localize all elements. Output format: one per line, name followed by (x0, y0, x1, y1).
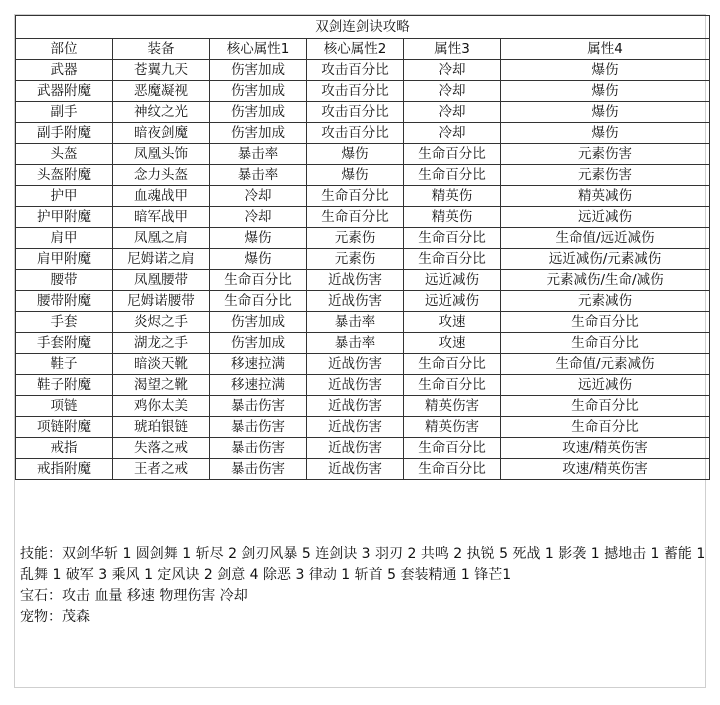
table-row (16, 333, 710, 354)
table-cell: 爆伤 (501, 123, 710, 144)
table-cell: 伤害加成 (210, 102, 307, 123)
table-cell: 头盔附魔 (16, 165, 113, 186)
table-cell: 腰带附魔 (16, 291, 113, 312)
table-cell: 远近减伤 (501, 207, 710, 228)
table-title: 双剑连剑诀攻略 (16, 16, 710, 39)
table-cell: 攻击百分比 (307, 60, 404, 81)
table-cell: 念力头盔 (113, 165, 210, 186)
table-cell: 武器 (16, 60, 113, 81)
table-cell: 爆伤 (307, 144, 404, 165)
table-cell: 近战伤害 (307, 459, 404, 480)
table-cell: 生命百分比 (404, 228, 501, 249)
table-cell: 爆伤 (501, 81, 710, 102)
table-cell: 王者之戒 (113, 459, 210, 480)
table-cell: 鞋子 (16, 354, 113, 375)
column-header: 部位 (16, 39, 113, 60)
table-row (16, 438, 710, 459)
table-cell: 生命百分比 (501, 417, 710, 438)
guide-sheet (14, 14, 706, 688)
table-cell: 元素伤 (307, 249, 404, 270)
table-cell: 头盔 (16, 144, 113, 165)
table-cell: 渴望之靴 (113, 375, 210, 396)
table-cell: 暗夜剑魔 (113, 123, 210, 144)
table-cell: 生命百分比 (210, 270, 307, 291)
table-cell: 生命百分比 (404, 459, 501, 480)
table-body (16, 60, 710, 480)
table-cell: 戒指 (16, 438, 113, 459)
table-cell: 琥珀银链 (113, 417, 210, 438)
table-cell: 项链附魔 (16, 417, 113, 438)
table-cell: 神纹之光 (113, 102, 210, 123)
table-row (16, 81, 710, 102)
table-cell: 移速拉满 (210, 375, 307, 396)
table-cell: 肩甲 (16, 228, 113, 249)
table-cell: 爆伤 (501, 102, 710, 123)
table-cell: 伤害加成 (210, 123, 307, 144)
table-cell: 生命百分比 (307, 207, 404, 228)
table-cell: 爆伤 (210, 228, 307, 249)
table-cell: 生命百分比 (404, 438, 501, 459)
table-cell: 湖龙之手 (113, 333, 210, 354)
table-row (16, 207, 710, 228)
table-cell: 冷却 (404, 102, 501, 123)
table-cell: 副手附魔 (16, 123, 113, 144)
table-cell: 精英伤害 (404, 417, 501, 438)
table-cell: 爆伤 (501, 60, 710, 81)
table-cell: 元素减伤 (501, 291, 710, 312)
table-cell: 伤害加成 (210, 60, 307, 81)
table-cell: 近战伤害 (307, 375, 404, 396)
table-cell: 苍翼九天 (113, 60, 210, 81)
table-cell: 远近减伤 (501, 375, 710, 396)
table-cell: 暴击率 (307, 312, 404, 333)
equipment-table (15, 15, 710, 480)
table-cell: 生命百分比 (307, 186, 404, 207)
table-cell: 暴击率 (210, 144, 307, 165)
table-cell: 精英伤 (404, 186, 501, 207)
table-cell: 生命值/远近减伤 (501, 228, 710, 249)
table-row (16, 60, 710, 81)
table-cell: 远近减伤/元素减伤 (501, 249, 710, 270)
table-cell: 伤害加成 (210, 81, 307, 102)
table-cell: 生命百分比 (501, 396, 710, 417)
table-cell: 暗淡天靴 (113, 354, 210, 375)
table-row (16, 144, 710, 165)
table-cell: 元素减伤/生命/减伤 (501, 270, 710, 291)
table-cell: 戒指附魔 (16, 459, 113, 480)
table-cell: 尼姆诺之肩 (113, 249, 210, 270)
column-header: 属性4 (501, 39, 710, 60)
table-cell: 生命百分比 (404, 354, 501, 375)
table-cell: 攻速 (404, 333, 501, 354)
table-row (16, 312, 710, 333)
table-row (16, 228, 710, 249)
table-cell: 鞋子附魔 (16, 375, 113, 396)
column-header: 装备 (113, 39, 210, 60)
table-cell: 元素伤 (307, 228, 404, 249)
table-cell: 暴击伤害 (210, 459, 307, 480)
table-cell: 手套 (16, 312, 113, 333)
table-cell: 护甲 (16, 186, 113, 207)
header-row (16, 39, 710, 60)
table-cell: 副手 (16, 102, 113, 123)
table-cell: 凤凰腰带 (113, 270, 210, 291)
table-cell: 远近减伤 (404, 291, 501, 312)
table-cell: 生命百分比 (501, 312, 710, 333)
table-cell: 凤凰头饰 (113, 144, 210, 165)
pet-text: 宠物：茂森 (20, 609, 90, 625)
table-cell: 鸡你太美 (113, 396, 210, 417)
table-cell: 暴击伤害 (210, 438, 307, 459)
table-cell: 肩甲附魔 (16, 249, 113, 270)
column-header: 核心属性1 (210, 39, 307, 60)
table-cell: 生命值/元素减伤 (501, 354, 710, 375)
table-row (16, 102, 710, 123)
table-cell: 近战伤害 (307, 354, 404, 375)
table-cell: 冷却 (210, 186, 307, 207)
table-cell: 攻速/精英伤害 (501, 438, 710, 459)
table-cell: 生命百分比 (404, 165, 501, 186)
table-cell: 冷却 (404, 123, 501, 144)
table-cell: 攻速 (404, 312, 501, 333)
table-cell: 精英伤害 (404, 396, 501, 417)
table-cell: 近战伤害 (307, 438, 404, 459)
table-cell: 冷却 (210, 207, 307, 228)
table-cell: 炎烬之手 (113, 312, 210, 333)
table-bottom-border (16, 480, 710, 481)
table-cell: 尼姆诺腰带 (113, 291, 210, 312)
table-cell: 生命百分比 (404, 375, 501, 396)
table-cell: 武器附魔 (16, 81, 113, 102)
table-cell: 攻速/精英伤害 (501, 459, 710, 480)
table-cell: 近战伤害 (307, 270, 404, 291)
table-cell: 近战伤害 (307, 417, 404, 438)
table-cell: 冷却 (404, 81, 501, 102)
table-row (16, 165, 710, 186)
table-cell: 腰带 (16, 270, 113, 291)
table-cell: 爆伤 (210, 249, 307, 270)
table-cell: 攻击百分比 (307, 123, 404, 144)
table-cell: 失落之戒 (113, 438, 210, 459)
table-cell: 攻击百分比 (307, 102, 404, 123)
table-cell: 元素伤害 (501, 165, 710, 186)
table-cell: 恶魔凝视 (113, 81, 210, 102)
table-cell: 近战伤害 (307, 396, 404, 417)
table-cell: 爆伤 (307, 165, 404, 186)
table-row (16, 396, 710, 417)
table-cell: 护甲附魔 (16, 207, 113, 228)
notes-section (20, 543, 710, 628)
table-row (16, 291, 710, 312)
table-row (16, 417, 710, 438)
table-cell: 元素伤害 (501, 144, 710, 165)
table-cell: 生命百分比 (501, 333, 710, 354)
table-cell: 伤害加成 (210, 312, 307, 333)
table-cell: 暴击率 (307, 333, 404, 354)
table-cell: 暴击伤害 (210, 417, 307, 438)
column-header: 属性3 (404, 39, 501, 60)
table-row (16, 375, 710, 396)
table-cell: 伤害加成 (210, 333, 307, 354)
table-row (16, 186, 710, 207)
table-cell: 暴击伤害 (210, 396, 307, 417)
table-cell: 攻击百分比 (307, 81, 404, 102)
table-cell: 精英伤 (404, 207, 501, 228)
table-cell: 项链 (16, 396, 113, 417)
table-row (16, 354, 710, 375)
table-cell: 近战伤害 (307, 291, 404, 312)
table-cell: 手套附魔 (16, 333, 113, 354)
skills-text: 技能：双剑华斩 1 圆剑舞 1 斩尽 2 剑刃风暴 5 连剑诀 3 羽刃 2 共鸣 2 执锐 5 死战 1 影袭 1 撼地击 1 蓄能 1 乱舞 1 破军 3 乘风 1 定风诀 2 剑意 4 除恶 3 律动 1 斩首 5 套装精通 1 锋芒1 (20, 546, 706, 583)
table-cell: 血魂战甲 (113, 186, 210, 207)
table-cell: 远近减伤 (404, 270, 501, 291)
table-cell: 暴击率 (210, 165, 307, 186)
table-cell: 冷却 (404, 60, 501, 81)
column-header: 核心属性2 (307, 39, 404, 60)
table-row (16, 249, 710, 270)
table-row (16, 123, 710, 144)
table-cell: 生命百分比 (404, 144, 501, 165)
table-cell: 生命百分比 (404, 249, 501, 270)
table-cell: 生命百分比 (210, 291, 307, 312)
table-row (16, 270, 710, 291)
table-cell: 暗军战甲 (113, 207, 210, 228)
table-cell: 精英减伤 (501, 186, 710, 207)
table-row (16, 459, 710, 480)
gems-text: 宝石：攻击 血量 移速 物理伤害 冷却 (20, 588, 248, 604)
table-cell: 移速拉满 (210, 354, 307, 375)
table-cell: 凤凰之肩 (113, 228, 210, 249)
